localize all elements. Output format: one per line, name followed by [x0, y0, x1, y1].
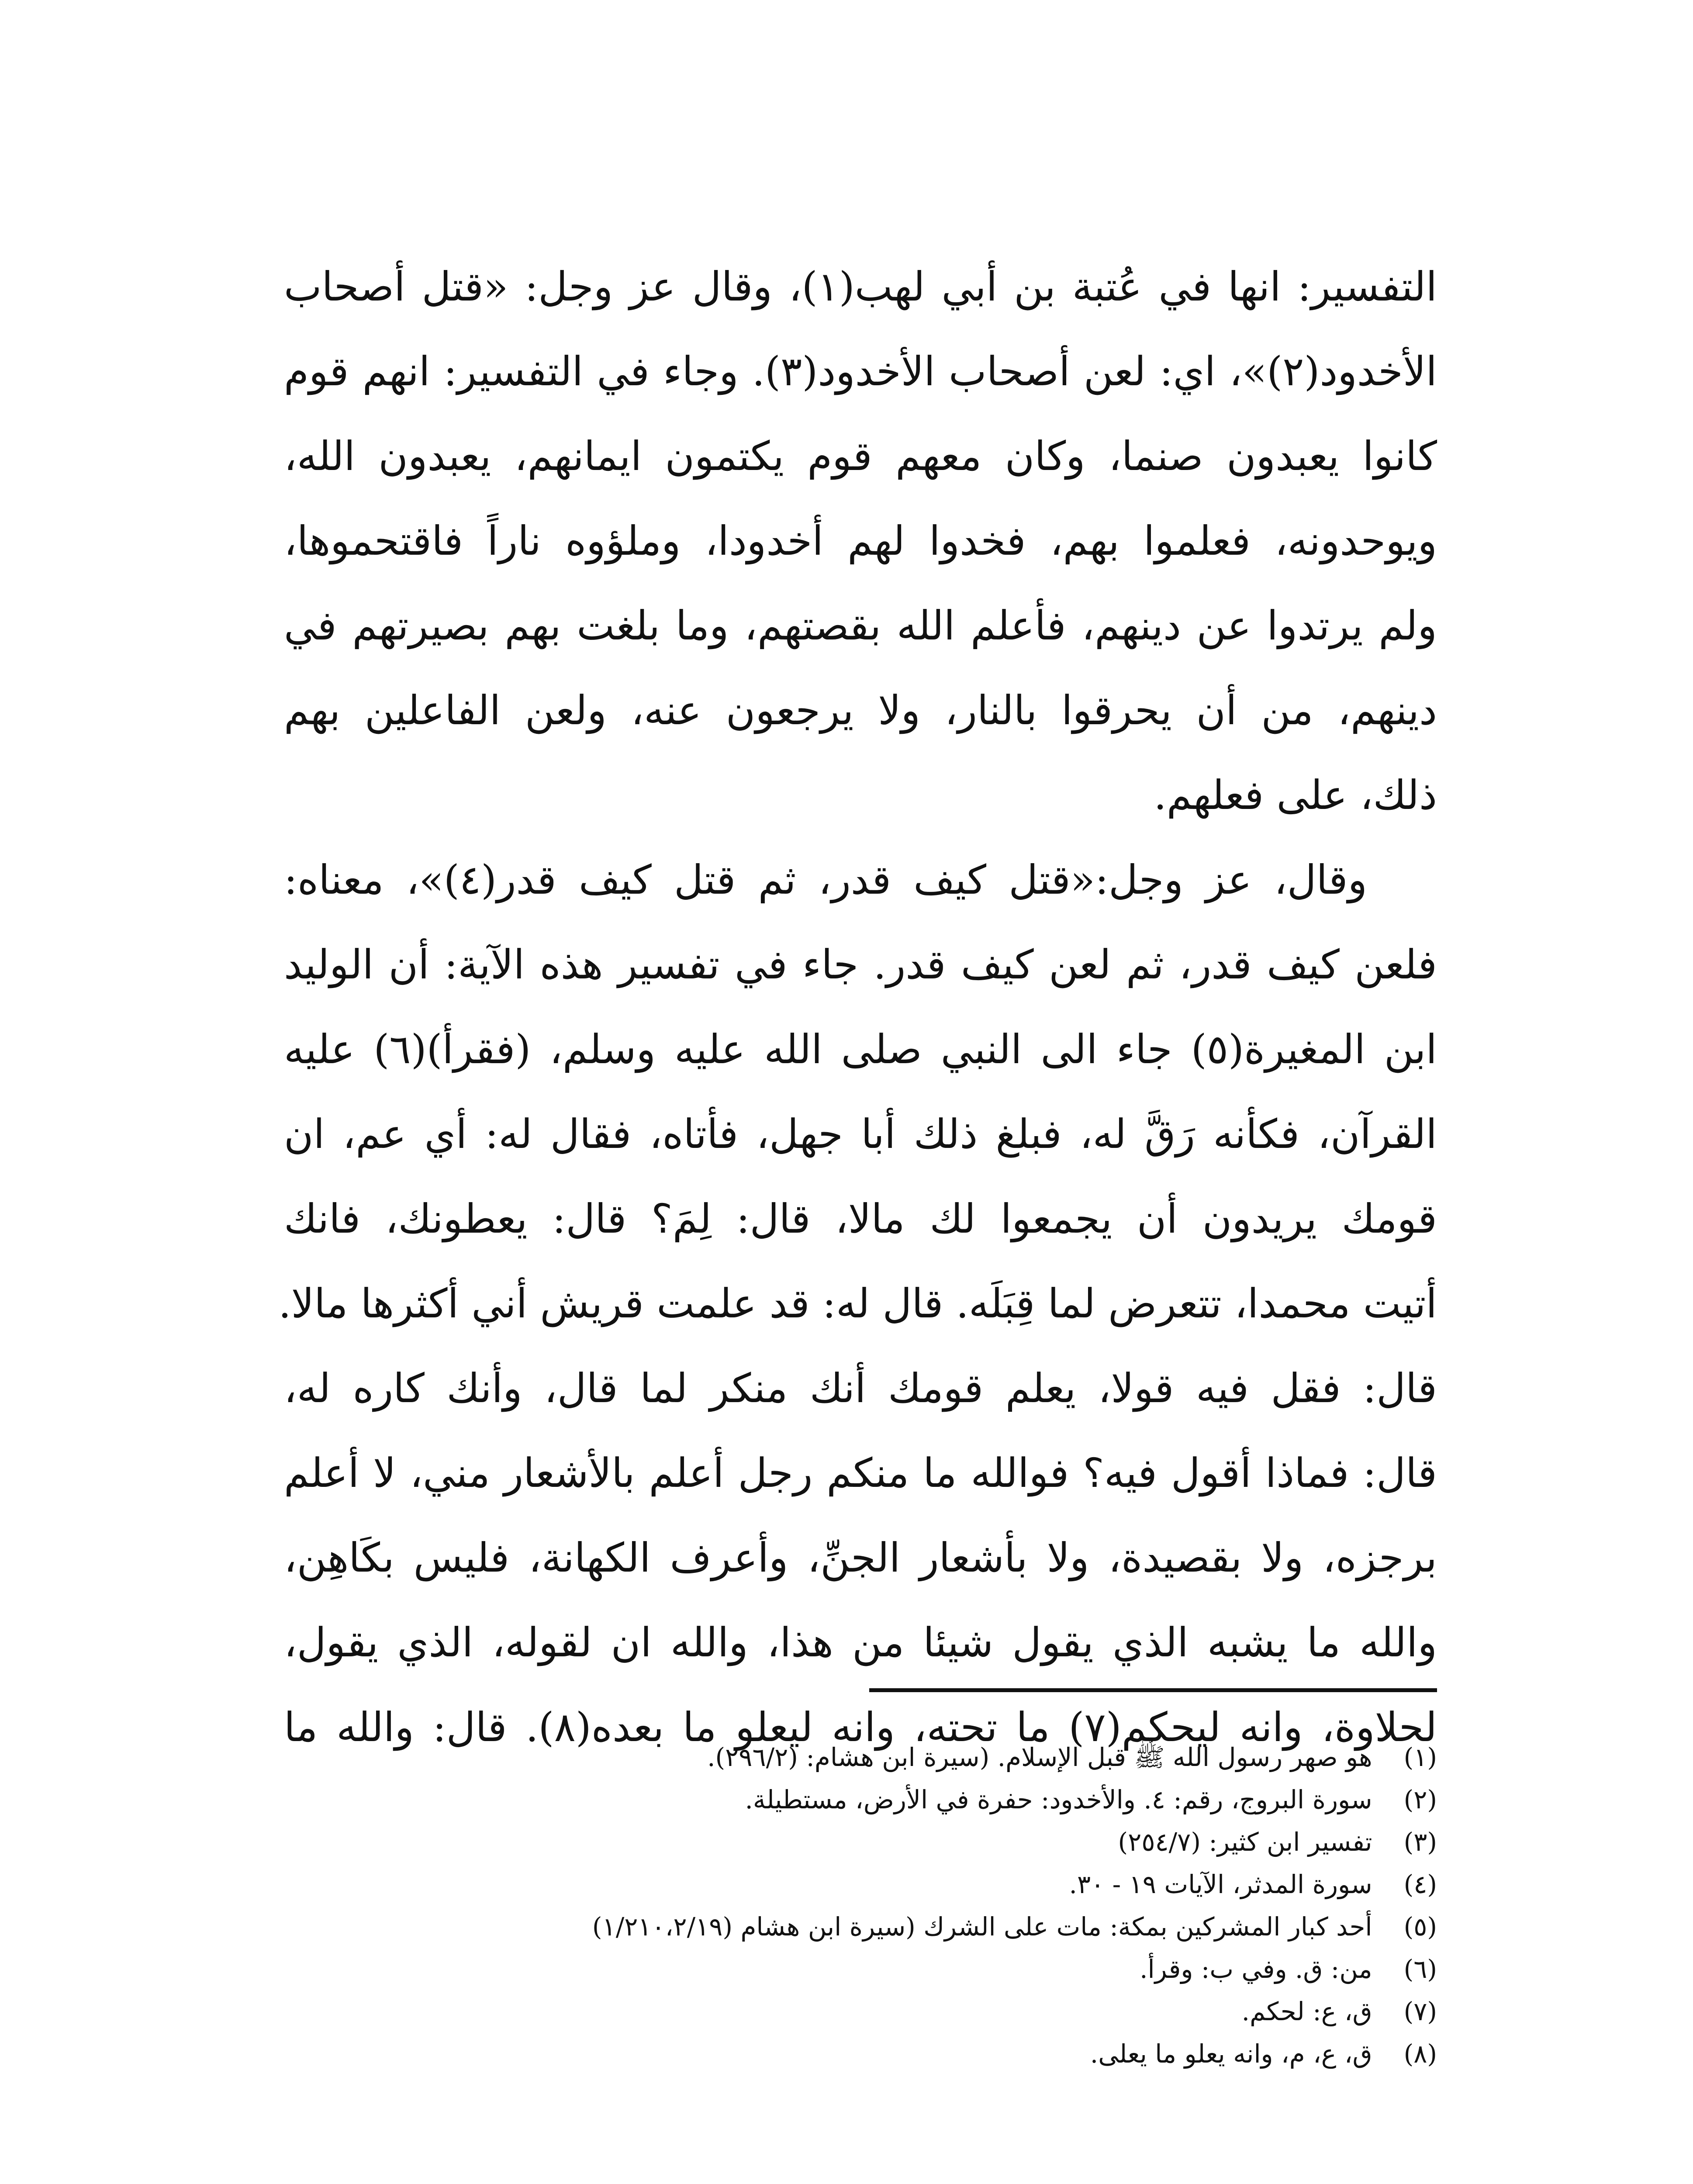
- footnote: [284, 1948, 1437, 1990]
- paragraph-1: [284, 245, 1437, 838]
- footnote: [284, 1990, 1437, 2033]
- footnote-text: ق، ع: لحكم.: [1241, 1997, 1372, 2026]
- text-line: برجزه، ولا بقصيدة، ولا بأشعار الجنِّ، وأعرف الكهانة، فليس بكَاهِن،: [284, 1534, 1437, 1581]
- text-line: ويوحدونه، فعلموا بهم، فخدوا لهم أخدودا، وملؤوه ناراً فاقتحموها،: [284, 518, 1437, 564]
- footnote: [284, 1779, 1437, 1821]
- footnote-separator: [869, 1688, 1437, 1692]
- footnote-text: أحد كبار المشركين بمكة: مات على الشرك (سيرة ابن هشام (١/٢١٠،٢/١٩): [592, 1912, 1372, 1942]
- footnote-number: (٤): [1403, 1870, 1437, 1899]
- footnote-number: (٣): [1403, 1827, 1437, 1857]
- footnote-number: (٢): [1403, 1785, 1437, 1814]
- text-line: ابن المغيرة(٥) جاء الى النبي صلى الله عليه وسلم، (فقرأ)(٦) عليه: [284, 1026, 1437, 1073]
- text-line: التفسير: انها في عُتبة بن أبي لهب(١)، وقال عز وجل: «قتل أصحاب: [284, 263, 1437, 310]
- footnote: [284, 1736, 1437, 1779]
- footnote-number: (٨): [1403, 2039, 1437, 2069]
- text-line: قومك يريدون أن يجمعوا لك مالا، قال: لِمَ؟ قال: يعطونك، فانك: [284, 1196, 1437, 1242]
- text-line: ذلك، على فعلهم.: [1154, 772, 1437, 819]
- text-line: والله ما يشبه الذي يقول شيئا من هذا، والله ان لقوله، الذي يقول،: [284, 1619, 1437, 1666]
- footnote-text: سورة البروج، رقم: ٤. والأخدود: حفرة في الأرض، مستطيلة.: [745, 1785, 1372, 1814]
- footnote-text: ق، ع، م، وانه يعلو ما يعلى.: [1090, 2039, 1372, 2069]
- text-line: الأخدود(٢)»، اي: لعن أصحاب الأخدود(٣). وجاء في التفسير: انهم قوم: [284, 348, 1437, 395]
- footnote-text: من: ق. وفي ب: وقرأ.: [1140, 1954, 1372, 1984]
- footnote-number: (٥): [1403, 1912, 1437, 1942]
- text-line: لحلاوة، وانه ليحكم(٧) ما تحته، وانه ليعلو ما بعده(٨). قال: والله ما: [284, 1704, 1437, 1751]
- footnote: [284, 2033, 1437, 2075]
- text-line: فلعن كيف قدر، ثم لعن كيف قدر. جاء في تفسير هذه الآية: أن الوليد: [284, 941, 1437, 988]
- main-text: [278, 245, 1437, 1770]
- text-line: وقال، عز وجل:«قتل كيف قدر، ثم قتل كيف قدر(٤)»، معناه:: [284, 857, 1367, 903]
- text-line: قال: فقل فيه قولا، يعلم قومك أنك منكر لما قال، وأنك كاره له،: [284, 1365, 1437, 1412]
- footnote-number: (٧): [1403, 1997, 1437, 2026]
- text-line: ولم يرتدوا عن دينهم، فأعلم الله بقصتهم، وما بلغت بهم بصيرتهم في: [284, 602, 1437, 649]
- footnotes: [284, 1736, 1437, 2075]
- text-line: كانوا يعبدون صنما، وكان معهم قوم يكتمون ايمانهم، يعبدون الله،: [284, 433, 1437, 480]
- text-line: دينهم، من أن يحرقوا بالنار، ولا يرجعون عنه، ولعن الفاعلين بهم: [284, 687, 1437, 734]
- footnote-text: هو صهر رسول الله ﷺ قبل الإسلام. (سيرة ابن هشام: (٢٩٦/٢).: [707, 1742, 1372, 1772]
- footnote: [284, 1863, 1437, 1906]
- text-line: قال: فماذا أقول فيه؟ فوالله ما منكم رجل أعلم بالأشعار مني، لا أعلم: [284, 1450, 1437, 1496]
- footnote-text: تفسير ابن كثير: (٢٥٤/٧): [1118, 1827, 1372, 1857]
- text-line: القرآن، فكأنه رَقَّ له، فبلغ ذلك أبا جهل، فأتاه، فقال له: أي عم، ان: [284, 1111, 1437, 1158]
- footnote-number: (١): [1403, 1742, 1437, 1772]
- footnote-text: سورة المدثر، الآيات ١٩ - ٣٠.: [1069, 1870, 1372, 1899]
- text-line: أتيت محمدا، تتعرض لما قِبَلَه. قال له: قد علمت قريش أني أكثرها مالا.: [278, 1280, 1437, 1327]
- footnote: [284, 1821, 1437, 1863]
- paragraph-2: [278, 838, 1437, 1770]
- footnote-number: (٦): [1403, 1954, 1437, 1984]
- footnote: [284, 1906, 1437, 1948]
